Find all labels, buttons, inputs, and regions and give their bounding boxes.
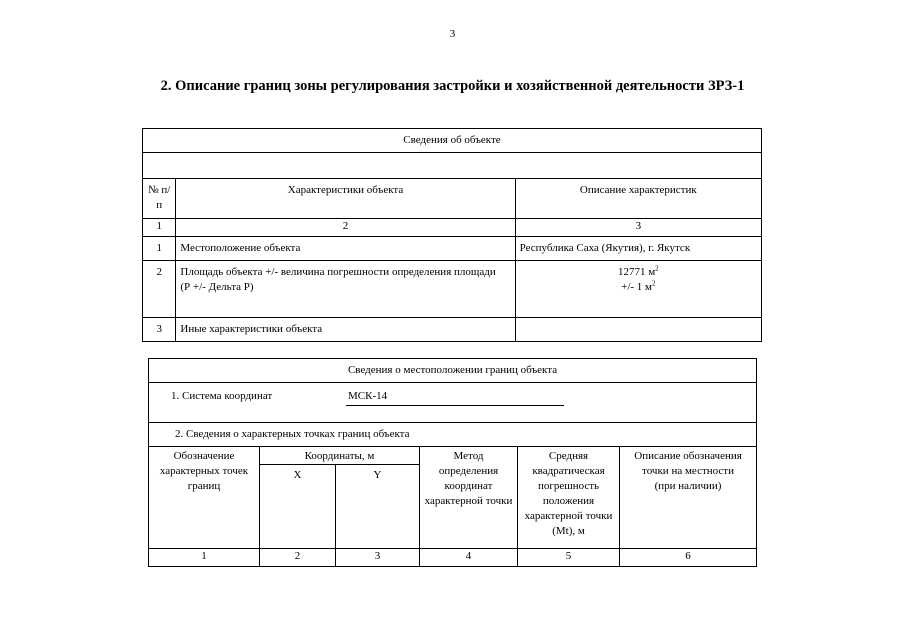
area-value: 12771 м — [617, 266, 656, 278]
location-table-title: Сведения о местоположении границ объекта — [149, 359, 757, 383]
row-description: Республика Саха (Якутия), г. Якутск — [515, 237, 761, 261]
boundary-location-table — [148, 358, 757, 567]
row-description — [515, 318, 761, 342]
row-characteristic: Местоположение объекта — [176, 237, 515, 261]
header-x: X — [260, 465, 336, 549]
header-num: № п/п — [143, 179, 176, 219]
header-rms-error: Средняя квадратическая погрешность положения характерной точки (Mt), м — [518, 447, 620, 549]
coordinate-system-label: 1. Система координат — [171, 390, 273, 402]
header-method: Метод определения координат характерной точки — [420, 447, 518, 549]
header-designation: Обозначение характерных точек границ — [149, 447, 260, 549]
row-characteristic: Иные характеристики объекта — [176, 318, 515, 342]
index-cell: 2 — [176, 219, 515, 237]
index-cell: 1 — [149, 549, 260, 567]
empty-row — [143, 153, 762, 179]
header-characteristics: Характеристики объекта — [176, 179, 515, 219]
coordinate-system-row — [149, 383, 757, 423]
index-cell: 1 — [143, 219, 176, 237]
index-cell: 3 — [515, 219, 761, 237]
coordinate-system-value: МСК-14 — [346, 389, 564, 406]
area-characteristic-text: Площадь объекта +/- величина погрешности определения площади — [180, 266, 496, 278]
index-cell: 2 — [260, 549, 336, 567]
header-coordinates: Координаты, м — [260, 447, 420, 465]
area-error-line — [520, 280, 757, 295]
index-cell: 5 — [518, 549, 620, 567]
header-point-description — [620, 447, 757, 549]
header-description: Описание характеристик — [515, 179, 761, 219]
points-title: 2. Сведения о характерных точках границ объекта — [149, 423, 757, 447]
row-characteristic — [176, 261, 515, 318]
index-cell: 3 — [336, 549, 420, 567]
header-point-description-note: (при наличии) — [654, 480, 722, 492]
index-cell: 6 — [620, 549, 757, 567]
area-description — [515, 261, 761, 318]
row-num: 1 — [143, 237, 176, 261]
page-number: 3 — [449, 28, 456, 40]
row-num: 3 — [143, 318, 176, 342]
area-characteristic-formula: (Р +/- Дельта Р) — [180, 281, 254, 293]
object-info-table — [142, 128, 762, 342]
area-error-exponent: 2 — [652, 279, 656, 288]
row-num: 2 — [143, 261, 176, 318]
index-cell: 4 — [420, 549, 518, 567]
header-y: Y — [336, 465, 420, 549]
area-value-line — [520, 265, 757, 280]
area-error: +/- 1 м — [621, 281, 652, 293]
area-unit-exponent: 2 — [655, 264, 659, 273]
header-point-description-text: Описание обозначения точки на местности — [634, 450, 742, 477]
object-table-title: Сведения об объекте — [143, 129, 762, 153]
section-title: 2. Описание границ зоны регулирования застройки и хозяйственной деятельности ЗРЗ-1 — [160, 78, 745, 94]
